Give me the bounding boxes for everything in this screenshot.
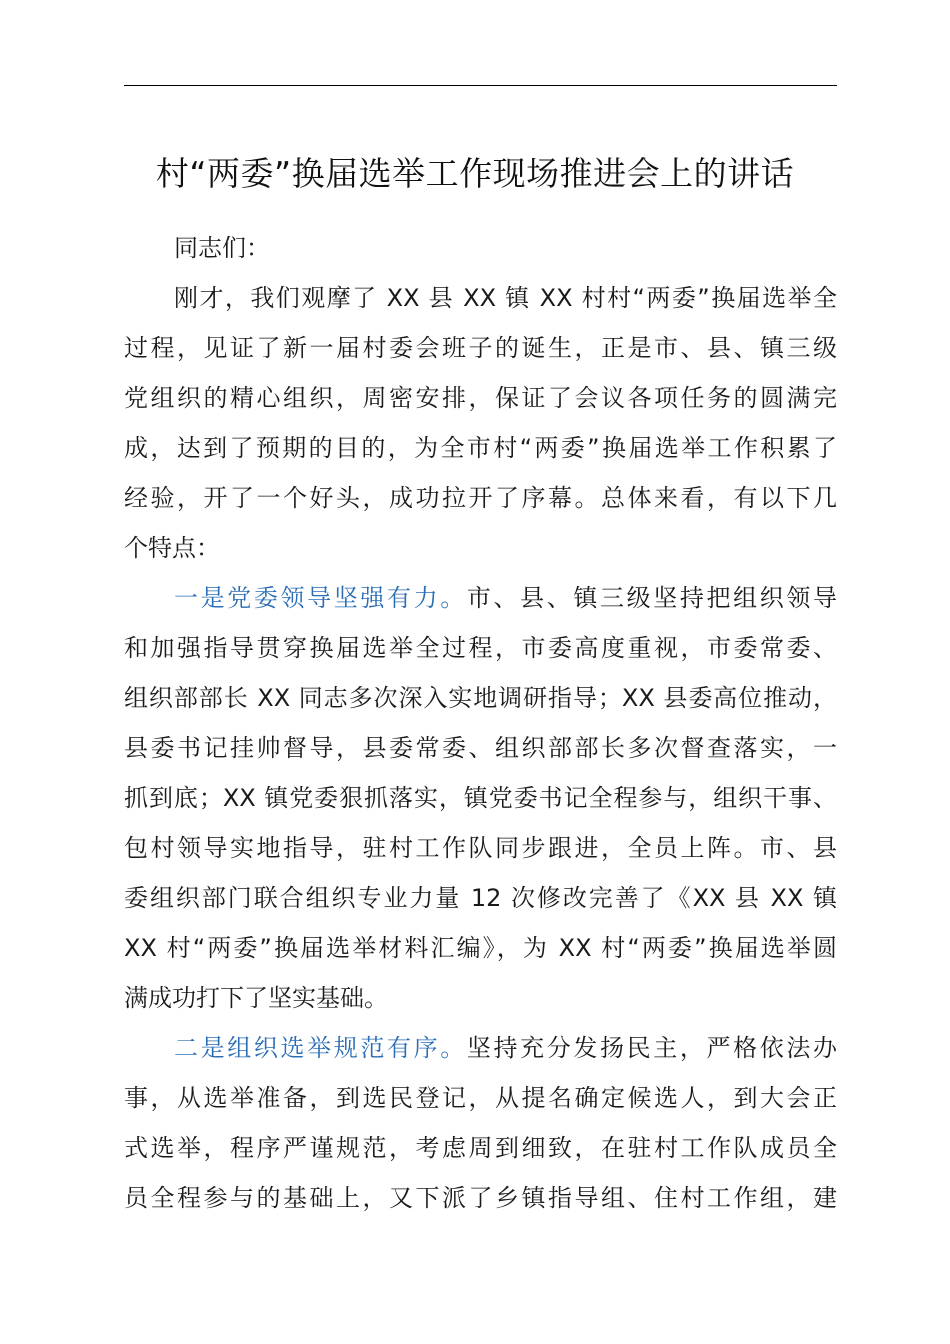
header-rule xyxy=(124,85,837,86)
paragraph-1-line-3: 党组织的精心组织，周密安排，保证了会议各项任务的圆满完 xyxy=(124,384,837,412)
paragraph-1-line-4: 成，达到了预期的目的，为全市村“两委”换届选举工作积累了 xyxy=(124,434,837,462)
paragraph-2-line-8: XX 村“两委”换届选举材料汇编》，为 XX 村“两委”换届选举圆 xyxy=(124,934,837,962)
paragraph-3-heading: 二是组织选举规范有序。 xyxy=(174,1034,467,1062)
paragraph-3-line-2: 事，从选举准备，到选民登记，从提名确定候选人，到大会正 xyxy=(124,1084,837,1112)
paragraph-2-line-3: 组织部部长 XX 同志多次深入实地调研指导；XX 县委高位推动， xyxy=(124,684,837,712)
paragraph-3-line-4: 员全程参与的基础上，又下派了乡镇指导组、住村工作组，建 xyxy=(124,1184,837,1212)
paragraph-3-line-1 xyxy=(124,1023,837,1073)
document-body xyxy=(124,223,837,1223)
salutation: 同志们： xyxy=(174,234,270,262)
paragraph-2-line-5: 抓到底；XX 镇党委狠抓落实，镇党委书记全程参与，组织干事、 xyxy=(124,784,837,812)
paragraph-2-first-line-rest: 市、县、镇三级坚持把组织领导 xyxy=(466,584,837,612)
page-title: 村“两委”换届选举工作现场推进会上的讲话 xyxy=(155,154,795,193)
paragraph-2-heading: 一是党委领导坚强有力。 xyxy=(174,584,467,612)
paragraph-3-first-line-rest: 坚持充分发扬民主，严格依法办 xyxy=(466,1034,837,1062)
paragraph-2-line-2: 和加强指导贯穿换届选举全过程，市委高度重视，市委常委、 xyxy=(124,634,837,662)
paragraph-1-line-2: 过程，见证了新一届村委会班子的诞生，正是市、县、镇三级 xyxy=(124,334,837,362)
paragraph-3-line-3: 式选举，程序严谨规范，考虑周到细致，在驻村工作队成员全 xyxy=(124,1134,837,1162)
paragraph-2-line-7: 委组织部门联合组织专业力量 12 次修改完善了《XX 县 XX 镇 xyxy=(124,884,837,912)
paragraph-2-line-4: 县委书记挂帅督导，县委常委、组织部部长多次督查落实，一 xyxy=(124,734,837,762)
paragraph-2-line-6: 包村领导实地指导，驻村工作队同步跟进，全员上阵。市、县 xyxy=(124,834,837,862)
paragraph-1-line-1: 刚才，我们观摩了 XX 县 XX 镇 XX 村村“两委”换届选举全 xyxy=(174,284,837,312)
paragraph-2-line-9: 满成功打下了坚实基础。 xyxy=(124,984,388,1012)
paragraph-1-line-5: 经验，开了一个好头，成功拉开了序幕。总体来看，有以下几 xyxy=(124,484,837,512)
paragraph-2-line-1 xyxy=(124,573,837,623)
paragraph-1-line-6: 个特点： xyxy=(124,534,220,562)
